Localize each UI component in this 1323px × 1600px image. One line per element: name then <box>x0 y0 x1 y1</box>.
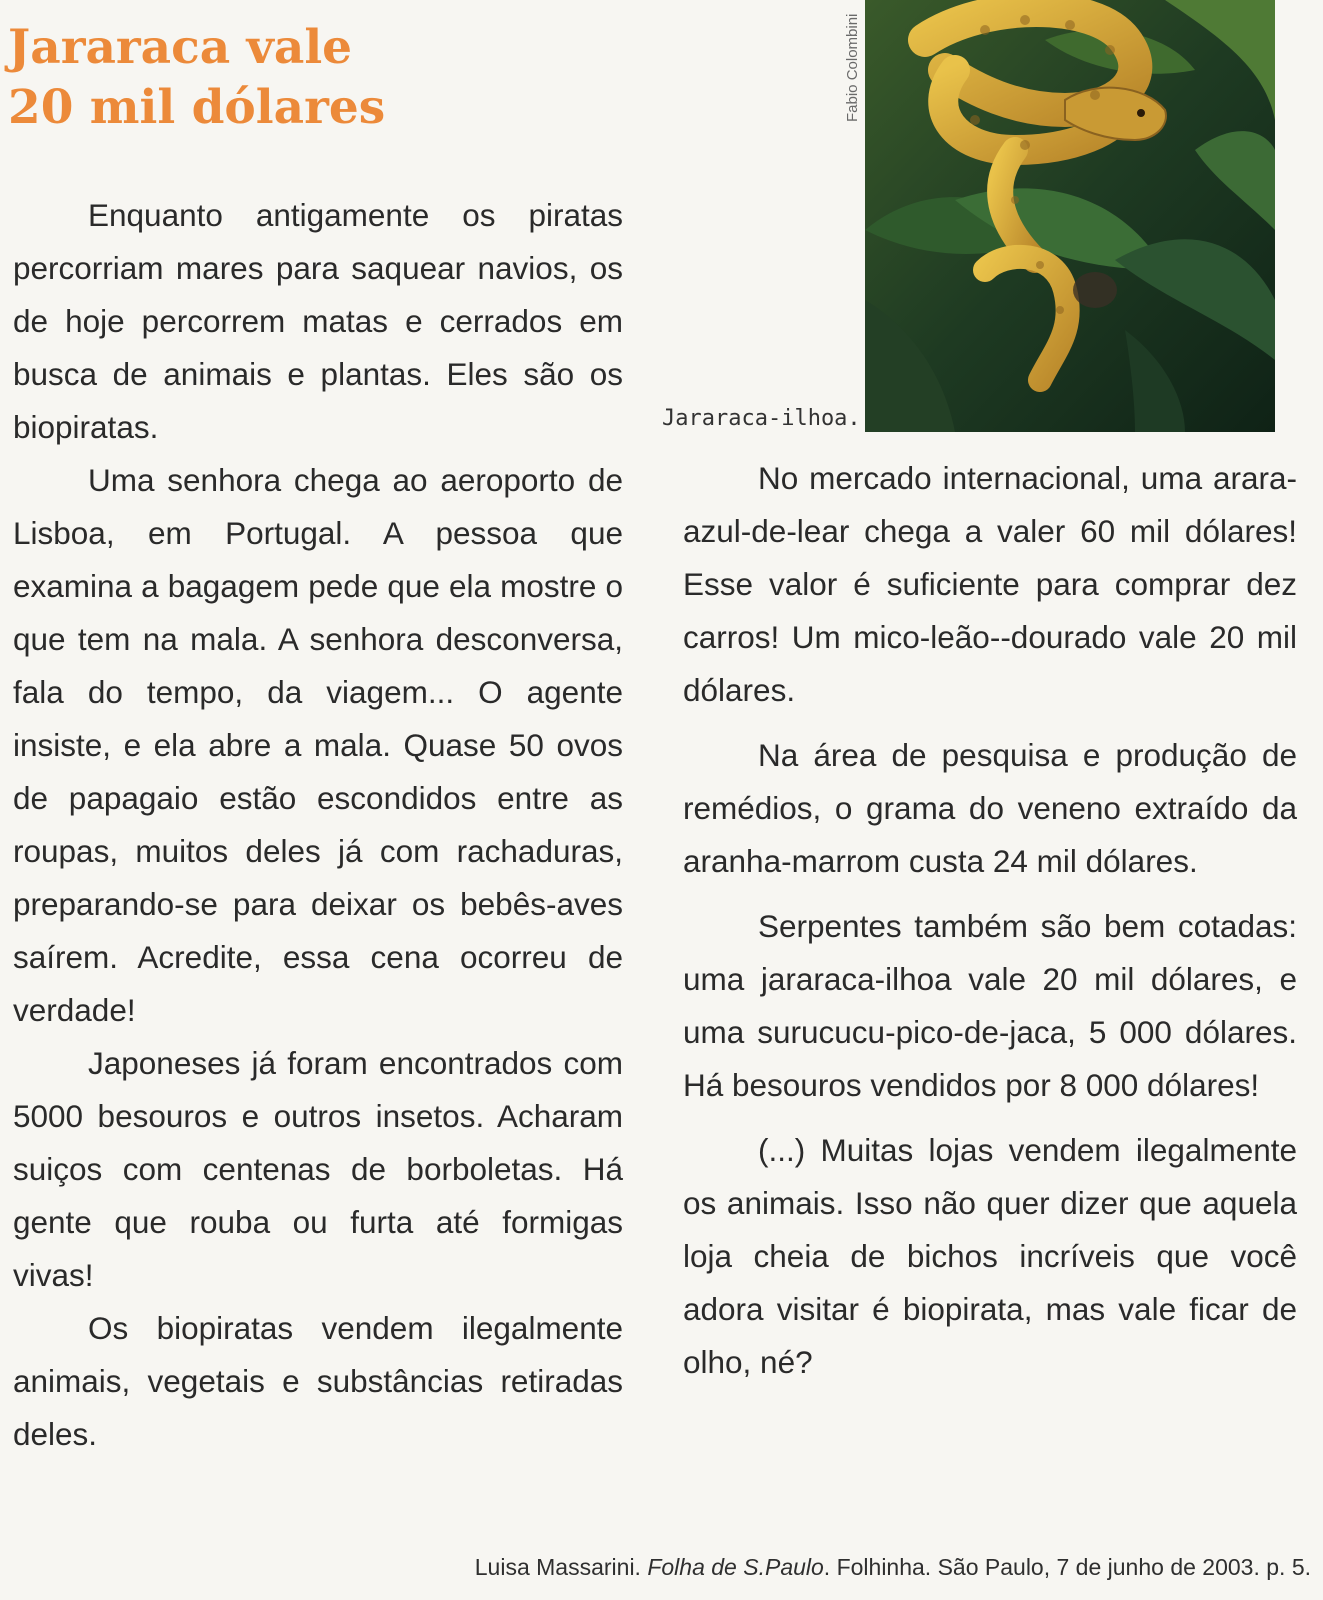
paragraph: Enquanto antigamente os piratas percorriam mares para saquear navios, os de hoje percorrem matas e cerrados em busca de animais e plantas. Eles são os biopiratas. <box>13 197 623 445</box>
paragraph: Serpentes também são bem cotadas: uma jararaca-ilhoa vale 20 mil dólares, e uma surucucu-pico-de-jaca, 5 000 dólares. Há besouros vendidos por 8 000 dólares! <box>683 908 1297 1103</box>
title-line-1: Jararaca vale <box>8 20 353 75</box>
snake-photo-illustration <box>865 0 1275 432</box>
photo-credit-text: Fabio Colombini <box>844 13 861 122</box>
paragraph: Os biopiratas vendem ilegalmente animais, vegetais e substâncias retiradas deles. <box>13 1310 623 1452</box>
paragraph: Na área de pesquisa e produção de remédios, o grama do veneno extraído da aranha-marrom custa 24 mil dólares. <box>683 737 1297 879</box>
paragraph: (...) Muitas lojas vendem ilegalmente os animais. Isso não quer dizer que aquela loja cheia de bichos incríveis que você adora visitar é biopirata, mas vale ficar de olho, né? <box>683 1132 1297 1380</box>
source-author: Luisa Massarini. <box>474 1554 641 1580</box>
paragraph: No mercado internacional, uma arara-azul-de-lear chega a valer 60 mil dólares! Esse valor é suficiente para comprar dez carros! Um mico-leão--dourado vale 20 mil dólares. <box>683 460 1297 708</box>
left-column <box>13 189 623 1461</box>
source-citation <box>475 1554 1311 1581</box>
right-column <box>683 452 1297 1389</box>
paragraph: Uma senhora chega ao aeroporto de Lisboa, em Portugal. A pessoa que examina a bagagem pede que ela mostre o que tem na mala. A senhora desconversa, fala do tempo, da viagem... O agente insiste, e ela abre a mala. Quase 50 ovos de papagaio estão escondidos entre as roupas, muitos deles já com rachaduras, preparando-se para deixar os bebês-aves saírem. Acredite, essa cena ocorreu de verdade! <box>13 462 623 1028</box>
source-details: . Folhinha. São Paulo, 7 de junho de 2003. p. 5. <box>823 1554 1311 1580</box>
paragraph: Japoneses já foram encontrados com 5000 besouros e outros insetos. Acharam suiços com centenas de borboletas. Há gente que rouba ou furta até formigas vivas! <box>13 1045 623 1293</box>
photo-caption: Jararaca-ilhoa. <box>662 406 861 431</box>
photo-credit <box>842 0 862 124</box>
article-title <box>8 18 568 138</box>
source-publication: Folha de S.Paulo <box>647 1554 824 1580</box>
title-line-2: 20 mil dólares <box>8 80 386 135</box>
snake-photo <box>865 0 1275 432</box>
